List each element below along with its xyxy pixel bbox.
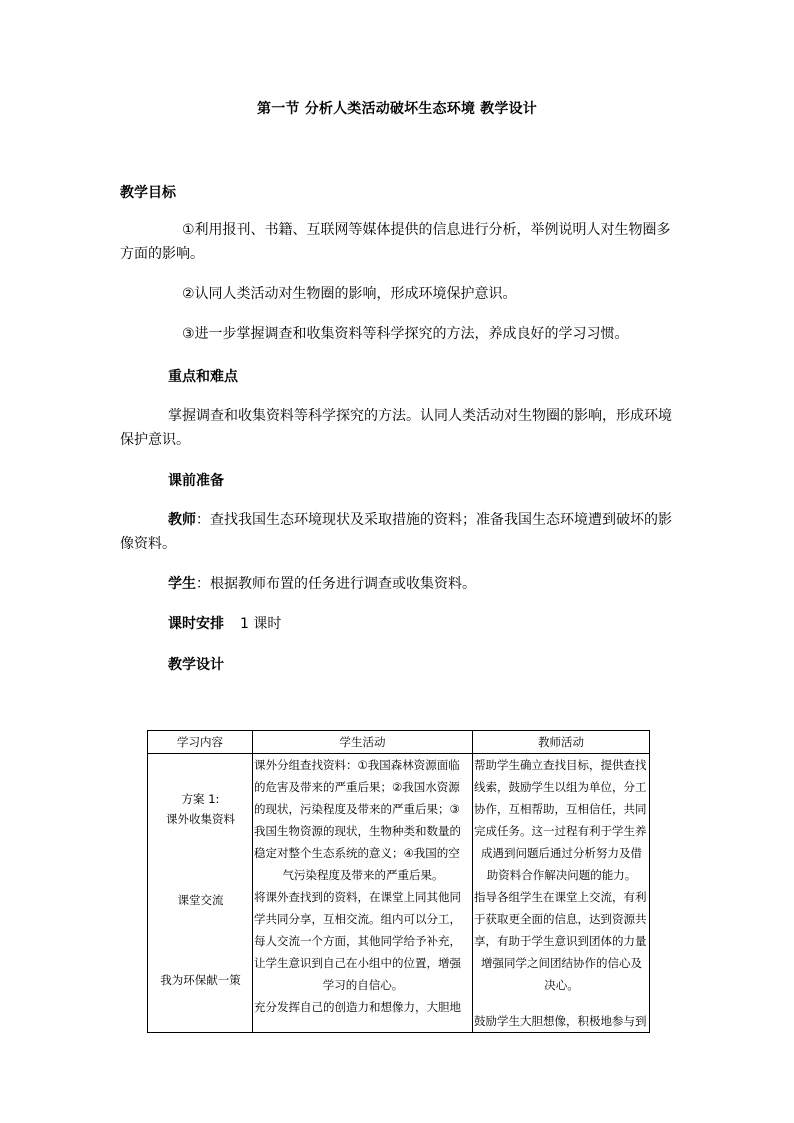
topic-1-line-1: 方案 1: [181,792,220,806]
objective-3: ③进一步掌握调查和收集资料等科学探究的方法，养成良好的学习习惯。 [182,326,629,342]
page-title: 第一节 分析人类活动破坏生态环境 教学设计 [257,101,537,117]
teacher-line: 帮助学生确立查找目标，提供查找 [474,758,647,772]
design-heading: 教学设计 [168,657,224,673]
student-line: 学习的自信心。 [322,978,404,992]
header-content: 学习内容 [148,731,253,754]
teacher-prep-line-2: 像资料。 [120,536,176,552]
topic-1 [148,789,253,829]
student-line: 让学生意识到自己在小组中的位置，增强 [254,956,461,970]
teacher-label: 教师 [168,512,196,528]
preparation-heading: 课前准备 [168,473,224,489]
teacher-prep-text: ：查找我国生态环境现状及采取措施的资料；准备我国生态环境遭到破坏的影 [196,512,672,528]
header-student-activity: 学生活动 [253,731,473,754]
student-line: 课外分组查找资料：①我国森林资源面临 [254,758,460,772]
topic-2: 课堂交流 [177,893,224,907]
teacher-activity-cell [473,754,650,1033]
student-label: 学生 [168,576,196,592]
objectives-heading: 教学目标 [120,185,176,201]
topic-1-line-2: 课外收集资料 [166,812,235,826]
topics-cell [148,754,253,1033]
student-line: 我国生物资源的现状，生物种类和数量的 [254,824,461,838]
student-line: 学共同分享，互相交流。组内可以分工， [254,912,461,926]
teacher-prep-line-1 [168,510,672,530]
teacher-line: 完成任务。这一过程有利于学生养 [474,824,647,838]
teacher-line: 决心。 [544,978,579,992]
student-prep-text: ：根据教师布置的任务进行调查或收集资料。 [196,576,476,592]
objective-1-line-2: 方面的影响。 [120,246,204,262]
teacher-line: 鼓励学生大胆想像，积极地参与到 [474,1014,647,1028]
teacher-line: 增强同学之间团结协作的信心及 [481,956,642,970]
student-line: 稳定对整个生态系统的意义；④我国的空 [254,846,460,860]
student-line: 每人交流一个方面，其他同学给予补充， [254,934,461,948]
key-points-line-2: 保护意识。 [120,432,190,448]
student-line: 气污染程度及带来的严重后果。 [282,868,444,882]
lesson-plan-table [147,730,650,1033]
schedule-value: 1 课时 [240,616,282,632]
student-line: 的危害及带来的严重后果；②我国水资源 [254,780,460,794]
table-header-row [148,731,650,754]
student-activity-cell [253,754,473,1033]
teacher-line: 于获取更全面的信息，达到资源共 [474,912,647,926]
table-row [148,754,650,1033]
key-points-line-1: 掌握调查和收集资料等科学探究的方法。认同人类活动对生物圈的影响，形成环境 [168,408,672,424]
teacher-line: 线索，鼓励学生以组为单位，分工 [474,780,647,794]
objective-2: ②认同人类活动对生物圈的影响，形成环境保护意识。 [182,286,517,302]
teacher-line: 享，有助于学生意识到团体的力量 [474,934,647,948]
objective-1-line-1: ①利用报刊、书籍、互联网等媒体提供的信息进行分析，举例说明人对生物圈多 [182,222,671,238]
schedule-label: 课时安排 [168,616,224,632]
teacher-line: 成遇到问题后通过分析努力及借 [481,846,642,860]
student-line: 将课外查找到的资料，在课堂上同其他同 [254,890,461,904]
student-prep [168,574,476,594]
schedule-line [168,614,281,634]
topic-3: 我为环保献一策 [160,973,241,987]
header-teacher-activity: 教师活动 [473,731,650,754]
key-points-heading: 重点和难点 [168,369,238,385]
student-line: 充分发挥自己的创造力和想像力，大胆地 [254,1000,461,1014]
teacher-line: 指导各组学生在课堂上交流，有利 [474,890,647,904]
teacher-line: 助资料合作解决问题的能力。 [486,868,637,882]
student-line: 的现状，污染程度及带来的严重后果；③ [254,802,460,816]
teacher-line: 协作，互相帮助，互相信任，共同 [474,802,647,816]
